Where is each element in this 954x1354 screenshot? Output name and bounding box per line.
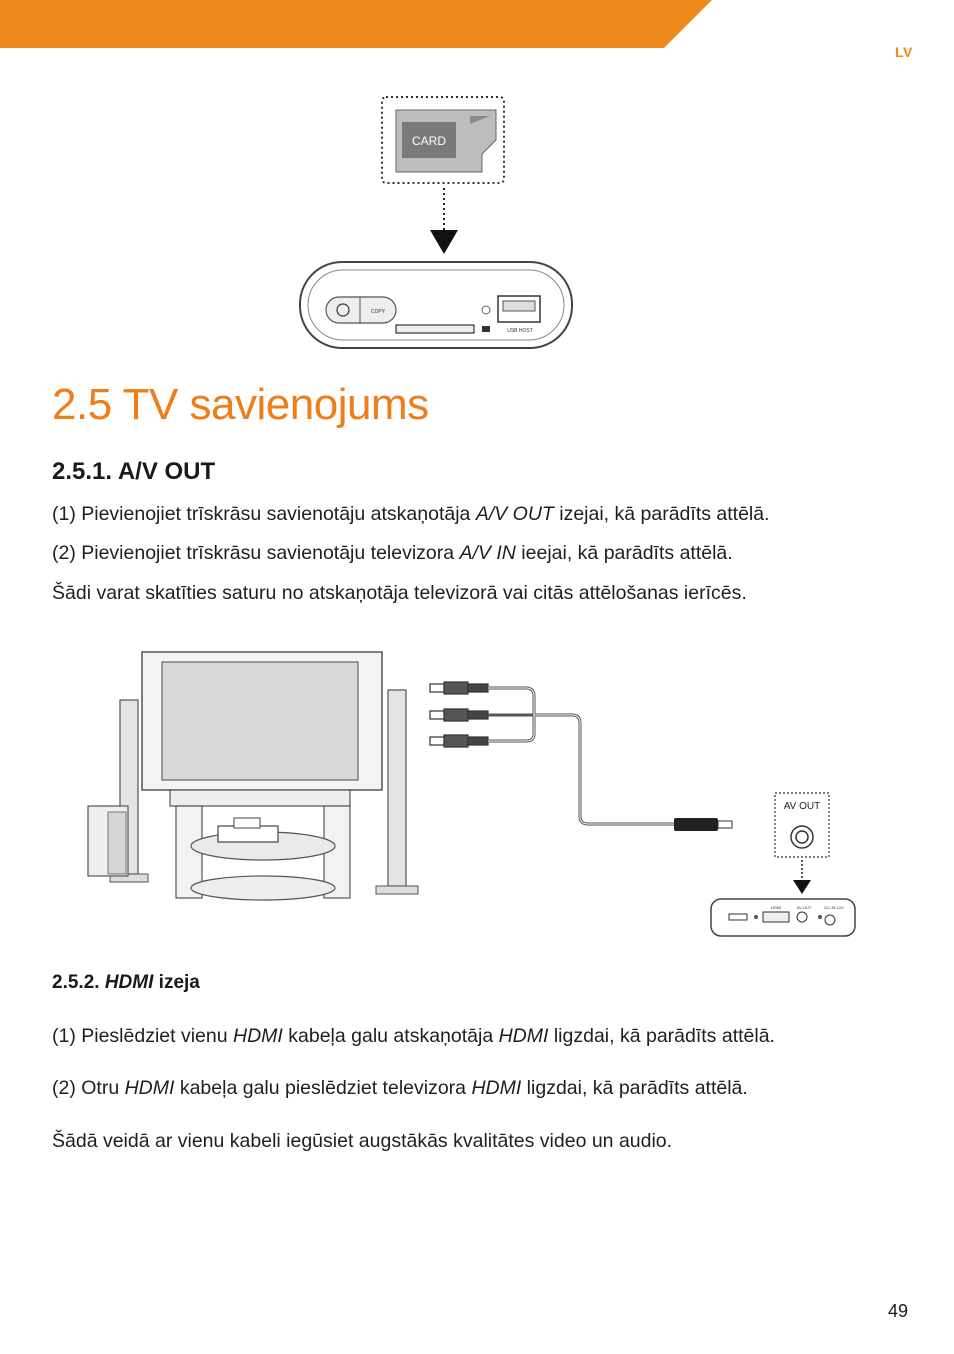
usb-host-label: USB HOST — [507, 328, 533, 334]
page-number: 49 — [888, 1301, 909, 1321]
av-out-callout-label: AV OUT — [783, 801, 821, 812]
avout-step-1: (1) Pievienojiet trīskrāsu savienotāju atskaņotāja A/V OUT izejai, kā parādīts attēlā. — [52, 503, 770, 525]
dc-port-label: DC-IN 12V — [824, 905, 844, 910]
tv-connection-figure — [78, 648, 868, 940]
hdmi-step-2: (2) Otru HDMI kabeļa galu pieslēdziet televizora HDMI ligzdai, kā parādīts attēlā. — [52, 1077, 748, 1099]
hdmi-port-label: HDMI — [770, 905, 782, 910]
card-label: CARD — [411, 134, 447, 148]
copy-label: COPY — [370, 309, 386, 315]
subsection-heading-hdmi: 2.5.2. HDMI izeja — [52, 972, 200, 993]
card-insert-figure — [296, 92, 580, 362]
language-code: LV — [895, 44, 913, 60]
avout-step-2: (2) Pievienojiet trīskrāsu savienotāju televizora A/V IN ieejai, kā parādīts attēlā. — [52, 542, 733, 564]
hdmi-step-1: (1) Pieslēdziet vienu HDMI kabeļa galu atskaņotāja HDMI ligzdai, kā parādīts attēlā. — [52, 1025, 775, 1047]
avout-note: Šādi varat skatīties saturu no atskaņotāja televizorā vai citās attēlošanas ierīcēs. — [52, 582, 747, 604]
section-title: 2.5 TV savienojums — [52, 380, 429, 429]
hdmi-note: Šādā veidā ar vienu kabeli iegūsiet augstākās kvalitātes video un audio. — [52, 1130, 673, 1152]
subsection-heading-avout: 2.5.1. A/V OUT — [52, 458, 216, 485]
av-port-label: AV OUT — [796, 905, 812, 910]
header-banner — [0, 0, 954, 60]
